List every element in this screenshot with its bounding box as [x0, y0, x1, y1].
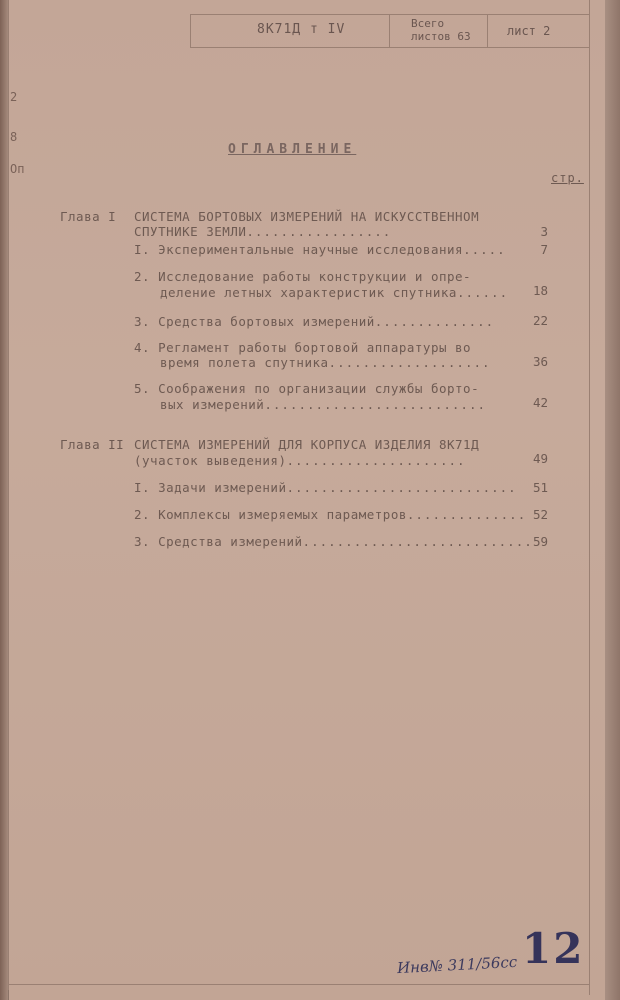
page-number: 51 [532, 480, 548, 495]
margin-mark: 2 [10, 90, 18, 104]
toc-entry: I. Задачи измерений........................... [134, 480, 517, 495]
page-number: 7 [540, 242, 548, 257]
total-sheets-cell [389, 15, 488, 47]
page-number: 36 [532, 354, 548, 369]
page-edge-strip [605, 0, 620, 1000]
toc-entry: 2. Исследование работы конструкции и опре- [134, 269, 472, 284]
total-label: Всего [411, 17, 445, 30]
chapter-label: Глава II [60, 437, 125, 452]
page-column-header: стр. [551, 171, 584, 185]
toc-entry: I. Экспериментальные научные исследования..... [134, 242, 506, 257]
inventory-number: Инв№ 311/56сс [396, 952, 518, 978]
margin-mark: 8 [10, 130, 18, 144]
chapter-title: СПУТНИКЕ ЗЕМЛИ................. [134, 224, 392, 239]
page-number: 22 [532, 313, 548, 328]
chapter-title: (участок выведения)..................... [134, 453, 466, 468]
frame-line-left [8, 0, 9, 990]
title-block [190, 14, 590, 48]
page-number: 42 [532, 395, 548, 410]
chapter-label: Глава I [60, 209, 117, 224]
chapter-title: СИСТЕМА ИЗМЕРЕНИЙ ДЛЯ КОРПУСА ИЗДЕЛИЯ 8К71Д [134, 437, 480, 452]
page-number: 18 [532, 283, 548, 298]
frame-line-bottom [8, 984, 590, 985]
chapter-title: СИСТЕМА БОРТОВЫХ ИЗМЕРЕНИЙ НА ИСКУССТВЕННОМ [134, 209, 480, 224]
toc-entry: 4. Регламент работы бортовой аппаратуры во [134, 340, 472, 355]
doc-code: 8К71Д т IV [257, 22, 346, 37]
toc-entry: вых измерений.......................... [160, 397, 487, 412]
toc-entry: время полета спутника................... [160, 355, 491, 370]
toc-entry: 2. Комплексы измеряемых параметров.............. [134, 507, 527, 522]
toc-entry: 5. Соображения по организации службы борто- [134, 381, 480, 396]
page-number: 49 [532, 451, 548, 466]
page-number: 3 [540, 224, 548, 239]
sheet-number: 12 [522, 924, 585, 973]
margin-mark: Оп [10, 162, 25, 176]
frame-line-right [589, 0, 590, 995]
sheet-cell [487, 15, 589, 47]
toc-title: ОГЛАВЛЕНИЕ [228, 142, 357, 157]
doc-code-cell [191, 15, 390, 47]
total-sheets: листов 63 [411, 30, 471, 43]
toc-entry: 3. Средства измерений........................... [134, 534, 533, 549]
sheet-label: лист 2 [507, 24, 551, 38]
toc-entry: деление летных характеристик спутника...... [160, 285, 509, 300]
toc-entry: 3. Средства бортовых измерений.............. [134, 314, 495, 329]
binding-edge [0, 0, 8, 1000]
page-number: 59 [532, 534, 548, 549]
page-number: 52 [532, 507, 548, 522]
